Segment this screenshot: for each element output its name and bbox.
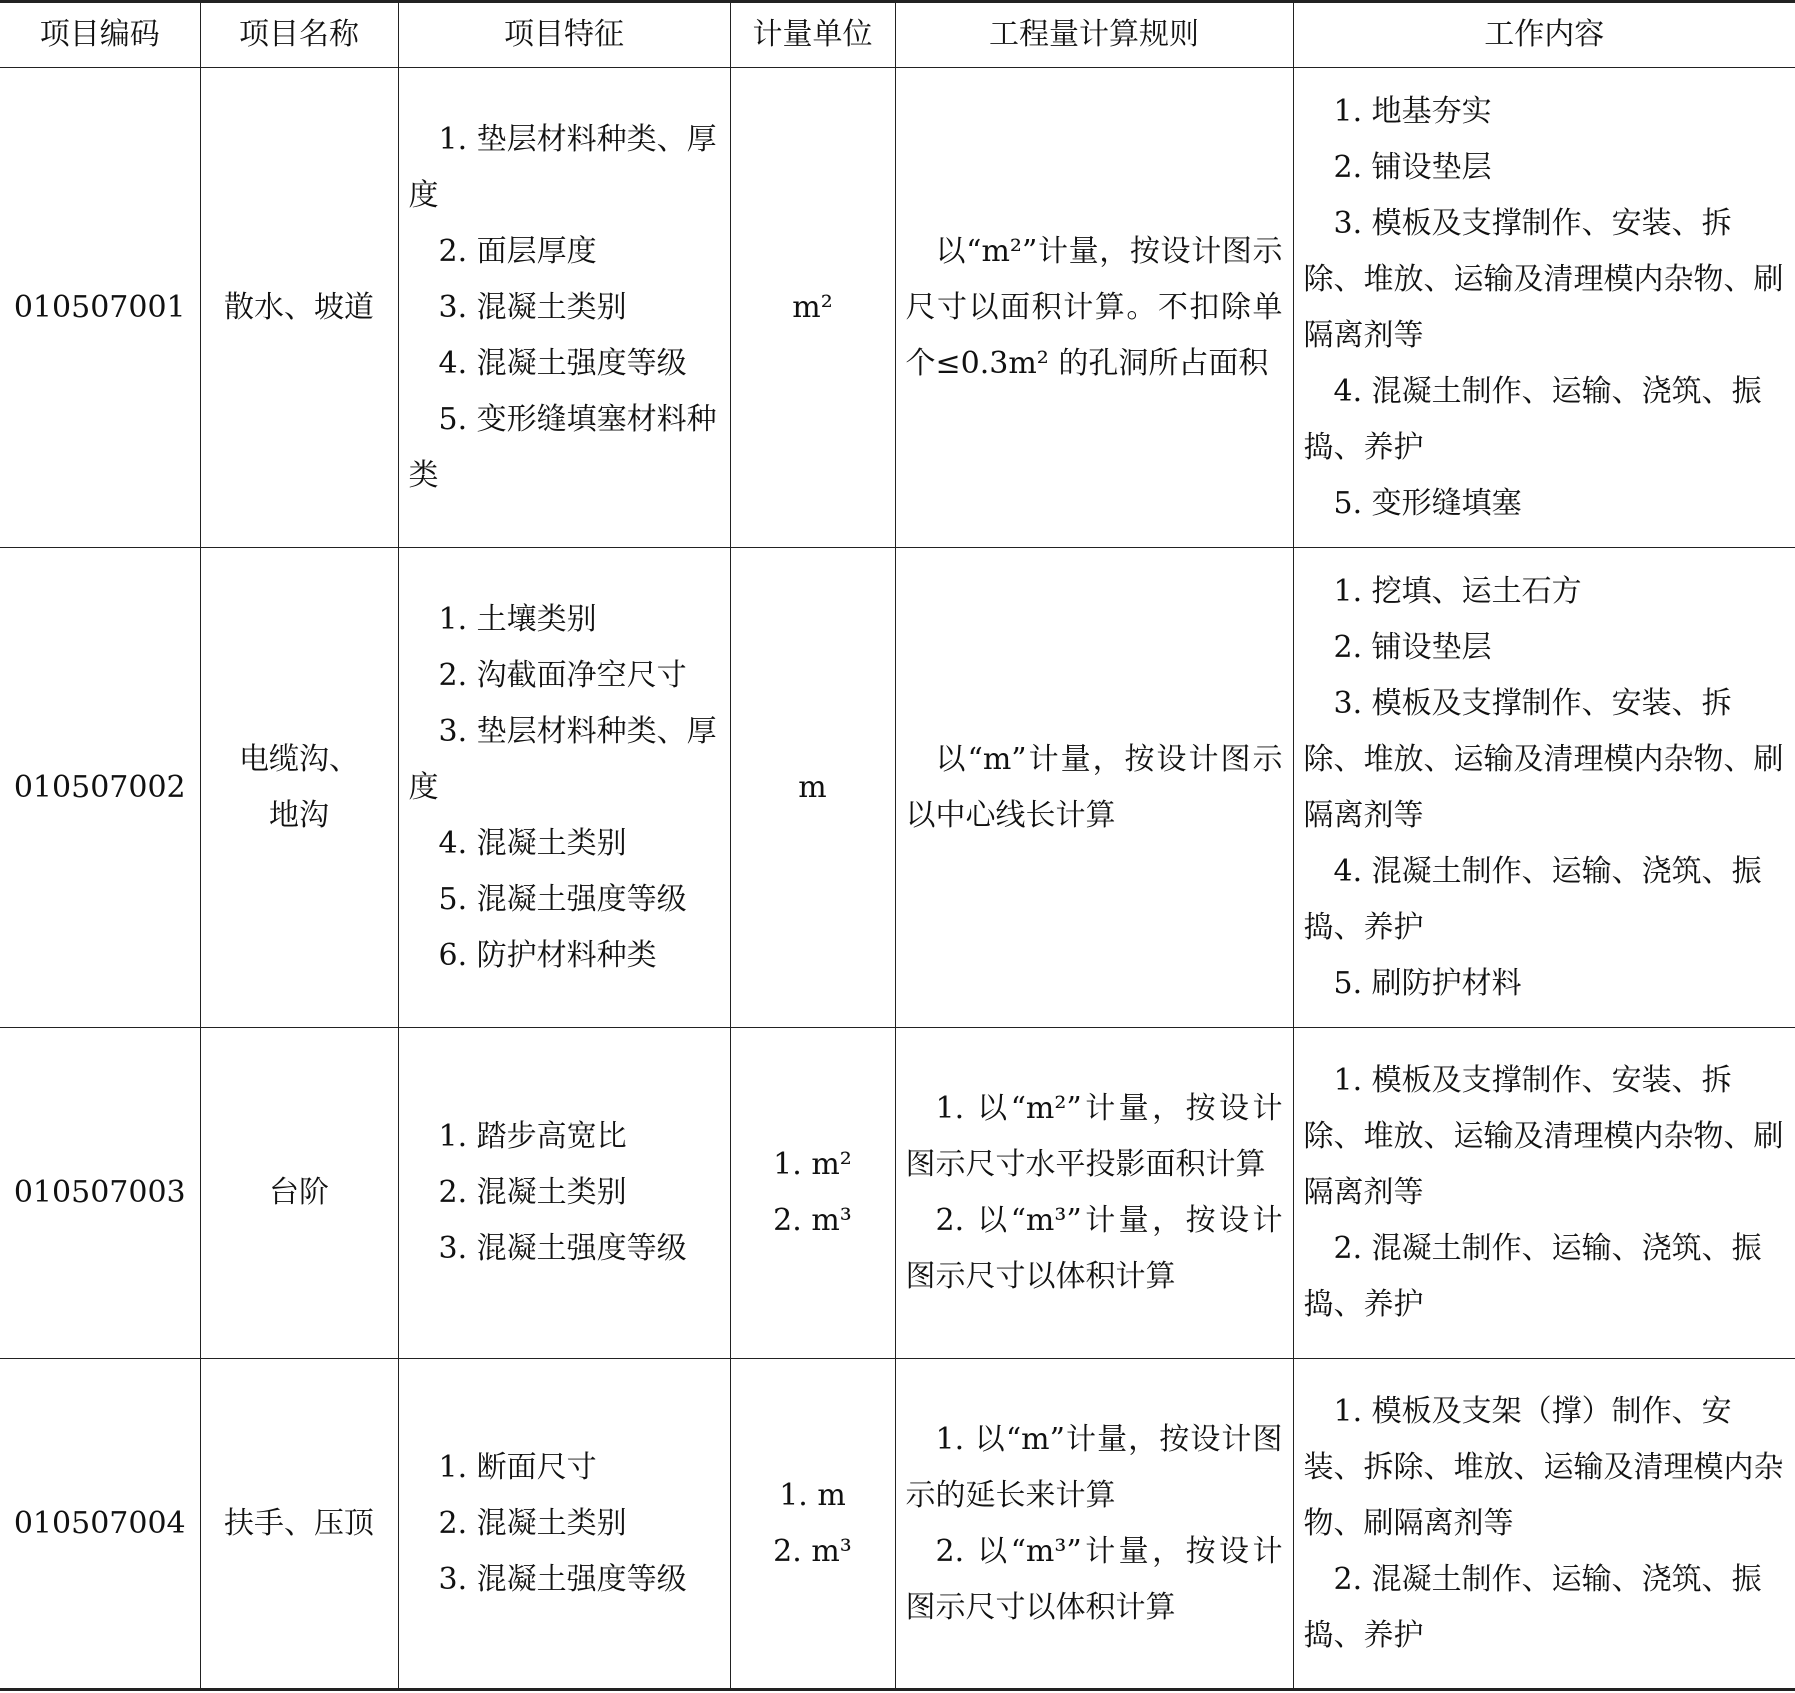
rule-line: 1. 以“m²”计量，按设计图示尺寸水平投影面积计算: [905, 1091, 1283, 1182]
item-code: 010507002: [0, 548, 200, 1028]
feature-line: 2. 混凝土类别: [438, 1175, 627, 1210]
item-name: [200, 548, 398, 1028]
rule-line: 1. 以“m”计量，按设计图示的延长来计算: [905, 1421, 1283, 1513]
feature-line: 1. 土壤类别: [438, 601, 597, 637]
item-features: [398, 68, 730, 548]
feature-line: 5. 混凝土强度等级: [438, 881, 687, 917]
unit-line: 2. m³: [773, 1533, 852, 1569]
item-code: 010507004: [0, 1359, 200, 1690]
item-code: 010507003: [0, 1028, 200, 1359]
item-code: 010507001: [0, 68, 200, 548]
feature-line: 1. 垫层材料种类、厚度: [408, 121, 717, 213]
item-work: [1293, 548, 1795, 1028]
rule-line: 以“m”计量，按设计图示以中心线长计算: [905, 741, 1283, 833]
table-row: [0, 1028, 1795, 1359]
table-row: [0, 1359, 1795, 1690]
table-row: [0, 548, 1795, 1028]
feature-line: 2. 面层厚度: [438, 233, 597, 269]
item-unit: [730, 68, 895, 548]
feature-line: 5. 变形缝填塞材料种类: [408, 401, 717, 493]
feature-line: 3. 混凝土强度等级: [438, 1231, 687, 1266]
feature-line: 3. 垫层材料种类、厚度: [408, 713, 717, 805]
work-line: 1. 地基夯实: [1333, 93, 1492, 129]
feature-line: 6. 防护材料种类: [438, 937, 657, 973]
item-rule: [895, 1359, 1293, 1690]
feature-line: 1. 踏步高宽比: [438, 1119, 627, 1154]
feature-line: 2. 沟截面净空尺寸: [438, 657, 687, 693]
header-work: 工作内容: [1293, 2, 1795, 68]
work-line: 4. 混凝土制作、运输、浇筑、振捣、养护: [1303, 853, 1762, 945]
header-row: [0, 2, 1795, 68]
item-work: [1293, 68, 1795, 548]
item-unit: [730, 548, 895, 1028]
table-row: [0, 68, 1795, 548]
work-line: 3. 模板及支撑制作、安装、拆除、堆放、运输及清理模内杂物、刷隔离剂等: [1303, 685, 1784, 833]
rule-line: 以“m²”计量，按设计图示尺寸以面积计算。不扣除单个≤0.3m² 的孔洞所占面积: [905, 233, 1283, 381]
rule-line: 2. 以“m³”计量，按设计图示尺寸以体积计算: [905, 1203, 1283, 1294]
work-line: 2. 混凝土制作、运输、浇筑、振捣、养护: [1303, 1561, 1762, 1653]
unit-line: 2. m³: [773, 1203, 852, 1238]
header-features: 项目特征: [398, 2, 730, 68]
item-name: 散水、坡道: [200, 68, 398, 548]
item-features: [398, 1028, 730, 1359]
work-line: 2. 铺设垫层: [1333, 149, 1492, 185]
work-line: 5. 刷防护材料: [1333, 965, 1522, 1001]
header-unit: 计量单位: [730, 2, 895, 68]
feature-line: 2. 混凝土类别: [438, 1505, 627, 1541]
unit-line: m: [798, 769, 827, 805]
work-line: 3. 模板及支撑制作、安装、拆除、堆放、运输及清理模内杂物、刷隔离剂等: [1303, 205, 1784, 353]
item-work: [1293, 1028, 1795, 1359]
item-rule: [895, 1028, 1293, 1359]
feature-line: 3. 混凝土强度等级: [438, 1561, 687, 1597]
rule-line: 2. 以“m³”计量，按设计图示尺寸以体积计算: [905, 1533, 1283, 1625]
item-features: [398, 548, 730, 1028]
item-unit: [730, 1028, 895, 1359]
work-line: 2. 混凝土制作、运输、浇筑、振捣、养护: [1303, 1231, 1762, 1322]
item-name-text: 电缆沟、地沟: [239, 741, 359, 833]
item-name: 扶手、压顶: [200, 1359, 398, 1690]
unit-line: 1. m: [779, 1477, 846, 1513]
work-line: 1. 模板及支架（撑）制作、安装、拆除、堆放、运输及清理模内杂物、刷隔离剂等: [1303, 1393, 1784, 1541]
feature-line: 4. 混凝土类别: [438, 825, 627, 861]
header-name: 项目名称: [200, 2, 398, 68]
header-code: 项目编码: [0, 2, 200, 68]
item-rule: [895, 68, 1293, 548]
item-rule: [895, 548, 1293, 1028]
unit-line: m²: [792, 289, 833, 325]
feature-line: 4. 混凝土强度等级: [438, 345, 687, 381]
item-features: [398, 1359, 730, 1690]
work-line: 2. 铺设垫层: [1333, 629, 1492, 665]
work-line: 1. 模板及支撑制作、安装、拆除、堆放、运输及清理模内杂物、刷隔离剂等: [1303, 1063, 1784, 1210]
item-work: [1293, 1359, 1795, 1690]
feature-line: 1. 断面尺寸: [438, 1449, 597, 1485]
work-line: 5. 变形缝填塞: [1333, 485, 1522, 521]
work-line: 4. 混凝土制作、运输、浇筑、振捣、养护: [1303, 373, 1762, 465]
item-unit: [730, 1359, 895, 1690]
work-line: 1. 挖填、运土石方: [1333, 573, 1582, 609]
item-name: 台阶: [200, 1028, 398, 1359]
header-rule: 工程量计算规则: [895, 2, 1293, 68]
feature-line: 3. 混凝土类别: [438, 289, 627, 325]
unit-line: 1. m²: [773, 1147, 852, 1182]
